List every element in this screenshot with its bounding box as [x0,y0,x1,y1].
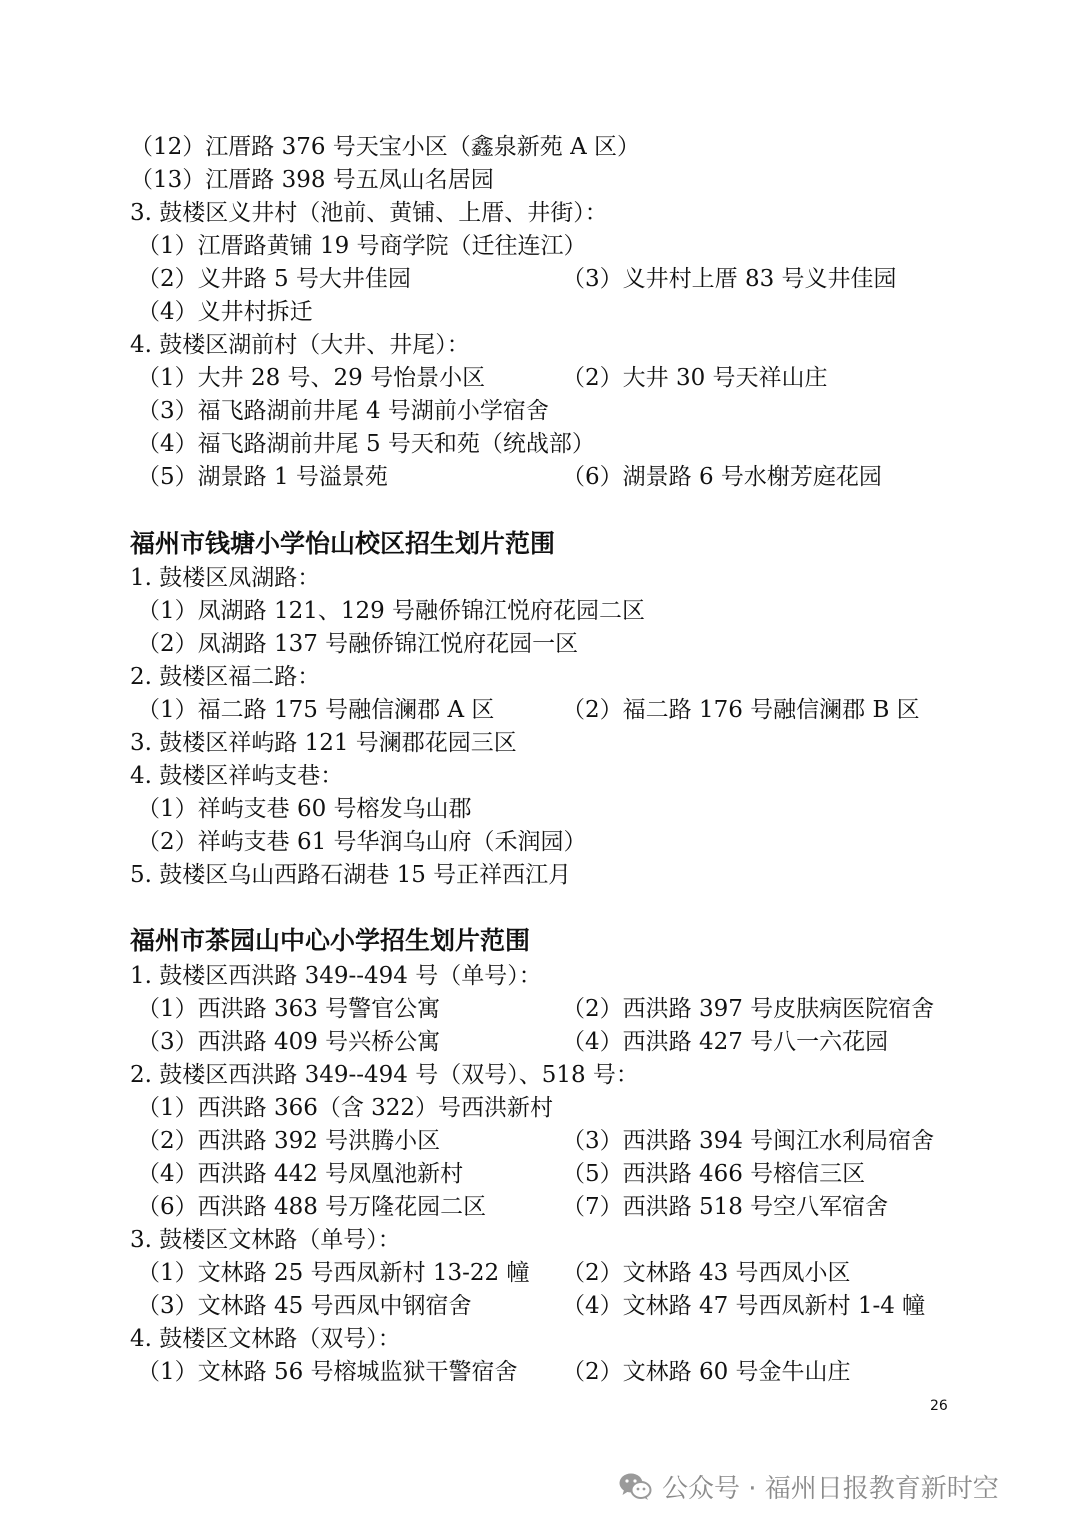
list-item: （6）西洪路 488 号万隆花园二区 （7）西洪路 518 号空八军宿舍 [137,1194,889,1220]
list-item: （2）祥屿支巷 61 号华润乌山府（禾润园） [137,829,587,855]
list-item: （3）福飞路湖前井尾 4 号湖前小学宿舍 [137,398,549,424]
list-item: 1. 鼓楼区凤湖路： [130,565,321,591]
list-item: 1. 鼓楼区西洪路 349--494 号（单号）： [130,963,542,989]
section-title: 福州市茶园山中心小学招生划片范围 [130,926,531,955]
list-item: （1）文林路 56 号榕城监狱干警宿舍 （2）文林路 60 号金牛山庄 [137,1359,851,1385]
list-item: （1）大井 28 号、29 号怡景小区 （2）大井 30 号天祥山庄 [137,365,828,391]
list-item: （4）义井村拆迁 [137,299,313,325]
list-item: 3. 鼓楼区义井村（池前、黄铺、上厝、井街）： [130,200,608,226]
wechat-icon [618,1471,652,1501]
watermark [618,1466,999,1506]
list-item: （1）江厝路黄铺 19 号商学院（迁往连江） [137,233,587,259]
list-item: 3. 鼓楼区文林路（单号）： [130,1227,401,1253]
list-item: 2. 鼓楼区西洪路 349--494 号（双号）、518 号： [130,1062,639,1088]
list-item: （4）福飞路湖前井尾 5 号天和苑（统战部） [137,431,595,457]
list-item: （2）西洪路 392 号洪腾小区 （3）西洪路 394 号闽江水利局宿舍 [137,1128,935,1154]
list-item: （5）湖景路 1 号溢景苑 （6）湖景路 6 号水榭芳庭花园 [137,464,882,490]
list-item: 4. 鼓楼区湖前村（大井、井尾）： [130,332,470,358]
watermark-text: 公众号 · 福州日报教育新时空 [662,1473,999,1504]
list-item: （13）江厝路 398 号五凤山名居园 [130,167,494,193]
list-item: （1）福二路 175 号融信澜郡 A 区 （2）福二路 176 号融信澜郡 B 区 [137,697,920,723]
page-number: 26 [930,1398,948,1414]
list-item: （2）凤湖路 137 号融侨锦江悦府花园一区 [137,631,579,657]
list-item: （1）凤湖路 121、129 号融侨锦江悦府花园二区 [137,598,646,624]
list-item: 3. 鼓楼区祥屿路 121 号澜郡花园三区 [130,730,517,756]
list-item: （1）文林路 25 号西凤新村 13-22 幢 （2）文林路 43 号西凤小区 [137,1260,851,1286]
list-item: （2）义井路 5 号大井佳园 （3）义井村上厝 83 号义井佳园 [137,266,897,292]
list-item: （1）西洪路 363 号警官公寓 （2）西洪路 397 号皮肤病医院宿舍 [137,996,935,1022]
list-item: 2. 鼓楼区福二路： [130,664,321,690]
list-item: 4. 鼓楼区文林路（双号）： [130,1326,401,1352]
list-item: 5. 鼓楼区乌山西路石湖巷 15 号正祥西江月 [130,862,572,888]
section-title: 福州市钱塘小学怡山校区招生划片范围 [130,529,556,558]
list-item: （12）江厝路 376 号天宝小区（鑫泉新苑 A 区） [130,134,641,160]
list-item: （3）文林路 45 号西凤中钢宿舍 （4）文林路 47 号西凤新村 1-4 幢 [137,1293,926,1319]
list-item: （1）祥屿支巷 60 号榕发乌山郡 [137,796,472,822]
list-item: （3）西洪路 409 号兴桥公寓 （4）西洪路 427 号八一六花园 [137,1029,889,1055]
list-item: （4）西洪路 442 号凤凰池新村 （5）西洪路 466 号榕信三区 [137,1161,866,1187]
list-item: （1）西洪路 366（含 322）号西洪新村 [137,1095,554,1121]
list-item: 4. 鼓楼区祥屿支巷： [130,763,344,789]
